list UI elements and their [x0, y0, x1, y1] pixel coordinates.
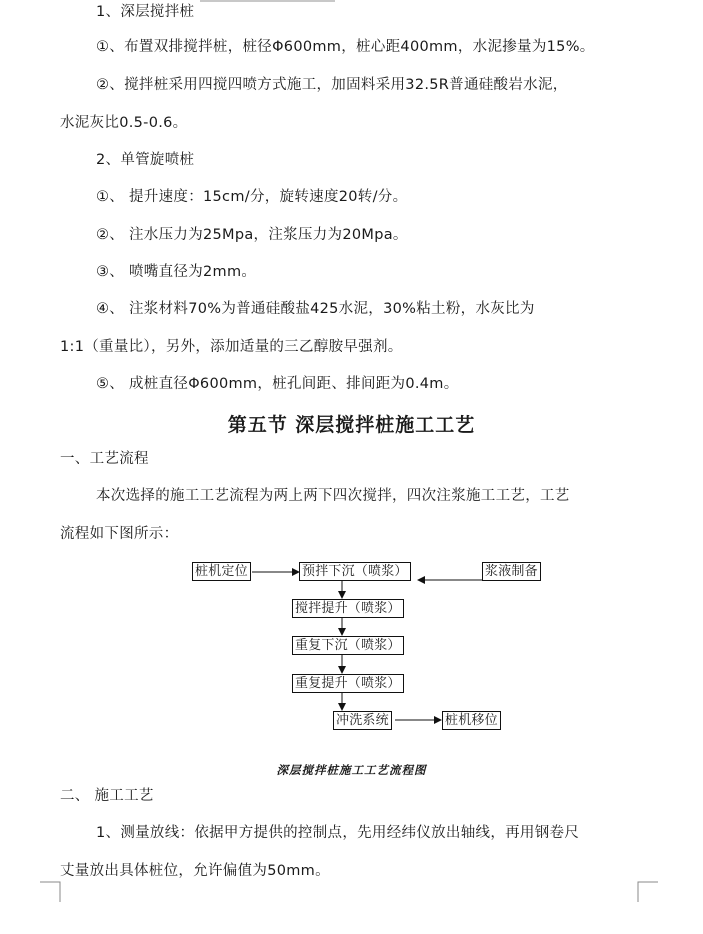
subheading-jet-grouting-pile: 2、单管旋喷桩: [96, 152, 195, 168]
flow-box-mix-lift: 搅拌提升（喷浆）: [292, 599, 404, 618]
paragraph-continuation: 1:1（重量比），另外，添加适量的三乙醇胺早强剂。: [60, 339, 403, 355]
flow-box-repeat-sink: 重复下沉（喷浆）: [292, 636, 404, 655]
page-corner-mark-right: [636, 880, 666, 910]
flow-box-rig-move: 桩机移位: [442, 711, 501, 730]
subheading-deep-mixing-pile: 1、深层搅拌桩: [96, 4, 195, 20]
figure-caption: 深层搅拌桩施工工艺流程图: [276, 763, 427, 777]
paragraph: ⑤、 成桩直径Φ600mm，桩孔间距、排间距为0.4m。: [96, 376, 459, 392]
flow-box-pile-positioning: 桩机定位: [192, 562, 251, 581]
page-corner-mark-left: [38, 880, 68, 910]
flow-box-repeat-lift: 重复提升（喷浆）: [292, 674, 404, 693]
paragraph-continuation: 水泥灰比0.5-0.6。: [60, 115, 188, 131]
section-heading: 第五节 深层搅拌桩施工工艺: [227, 414, 476, 436]
flow-box-slurry-prep: 浆液制备: [482, 562, 541, 581]
paragraph: ①、布置双排搅拌桩，桩径Φ600mm，桩心距400mm，水泥掺量为15%。: [96, 39, 595, 55]
paragraph: ④、 注浆材料70%为普通硅酸盐425水泥，30%粘土粉，水灰比为: [96, 301, 535, 317]
flow-box-flush: 冲洗系统: [333, 711, 392, 730]
subsection-heading: 一、工艺流程: [60, 451, 149, 467]
subsection-heading: 二、 施工工艺: [60, 788, 154, 804]
paragraph-continuation: 丈量放出具体桩位，允许偏值为50mm。: [60, 863, 330, 879]
paragraph: ②、搅拌桩采用四搅四喷方式施工，加固料采用32.5R普通硅酸岩水泥，: [96, 77, 568, 93]
flow-box-pre-mix-sink: 预拌下沉（喷浆）: [299, 562, 411, 581]
paragraph-continuation: 流程如下图所示：: [60, 526, 179, 542]
paragraph: ②、 注水压力为25Mpa，注浆压力为20Mpa。: [96, 227, 408, 243]
paragraph: 1、测量放线：依据甲方提供的控制点，先用经纬仪放出轴线，再用钢卷尺: [96, 825, 580, 841]
paragraph: ③、 喷嘴直径为2mm。: [96, 264, 257, 280]
paragraph: ①、 提升速度：15cm/分，旋转速度20转/分。: [96, 189, 408, 205]
paragraph: 本次选择的施工工艺流程为两上两下四次搅拌，四次注浆施工工艺，工艺: [96, 488, 570, 504]
